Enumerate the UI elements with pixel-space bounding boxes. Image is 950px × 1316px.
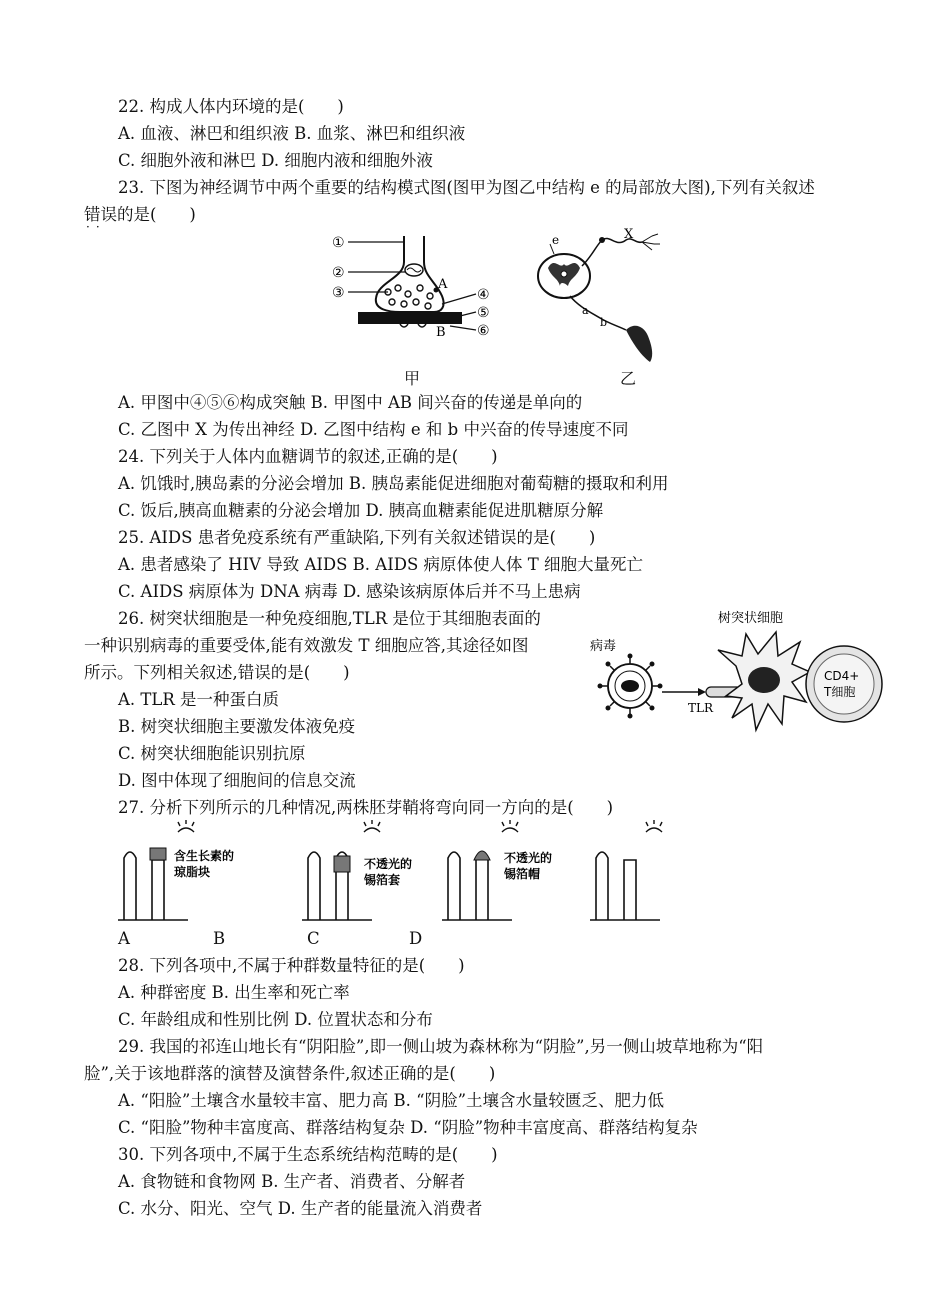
- q26-option-c: C. 树突状细胞能识别抗原: [118, 744, 306, 763]
- q28-options-ab: A. 种群密度 B. 出生率和死亡率: [118, 983, 350, 1002]
- q22-stem: 22. 构成人体内环境的是( ): [118, 97, 344, 116]
- label-virus: 病毒: [590, 639, 617, 654]
- q29-stem-line1: 29. 我国的祁连山地长有“阴阳脸”,即一侧山坡为森林称为“阴脸”,另一侧山坡草地称为“阳: [118, 1037, 764, 1056]
- q25-stem: 25. AIDS 患者免疫系统有严重缺陷,下列有关叙述错误的是( ): [118, 528, 596, 547]
- label-foil-sleeve-2: 锡箔套: [364, 873, 401, 887]
- figure-dendritic-cell: [586, 606, 886, 746]
- q23-options-ab: A. 甲图中④⑤⑥构成突触 B. 甲图中 AB 间兴奋的传递是单向的: [118, 393, 583, 412]
- virus-icon: [598, 654, 663, 719]
- q26-option-d: D. 图中体现了细胞间的信息交流: [118, 771, 356, 790]
- q24-stem: 24. 下列关于人体内血糖调节的叙述,正确的是( ): [118, 447, 498, 466]
- q29-options-ab: A. “阳脸”土壤含水量较丰富、肥力高 B. “阴脸”土壤含水量较匮乏、肥力低: [118, 1091, 665, 1110]
- q23-stem-line2: 错误的是( ): [84, 205, 196, 224]
- q30-options-cd: C. 水分、阳光、空气 D. 生产者的能量流入消费者: [118, 1199, 483, 1218]
- label-tlr: TLR: [688, 701, 714, 715]
- label-foil-sleeve-1: 不透光的: [364, 857, 413, 871]
- figure-coleoptiles: [110, 818, 670, 926]
- q28-options-cd: C. 年龄组成和性别比例 D. 位置状态和分布: [118, 1010, 433, 1029]
- label-x: X: [624, 227, 634, 242]
- figure-reflex-arc: [530, 226, 670, 366]
- label-1: ①: [332, 235, 345, 251]
- q26-stem-line2: 一种识别病毒的重要受体,能有效激发 T 细胞应答,其途径如图: [84, 636, 529, 655]
- caption-jia: 甲: [404, 369, 421, 388]
- q23-options-cd: C. 乙图中 X 为传出神经 D. 乙图中结构 e 和 b 中兴奋的传导速度不同: [118, 420, 629, 439]
- q30-stem: 30. 下列各项中,不属于生态系统结构范畴的是( ): [118, 1145, 498, 1164]
- label-4: ④: [477, 287, 490, 303]
- q29-options-cd: C. “阳脸”物种丰富度高、群落结构复杂 D. “阴脸”物种丰富度高、群落结构复杂: [118, 1118, 698, 1137]
- q29-stem-line2: 脸”,关于该地群落的演替及演替条件,叙述正确的是( ): [84, 1064, 496, 1083]
- label-t-cell: T细胞: [824, 685, 856, 699]
- label-b-nerve: b: [600, 316, 608, 329]
- label-cd4: CD4+: [824, 669, 860, 683]
- caption-yi: 乙: [620, 369, 637, 388]
- q26-option-b: B. 树突状细胞主要激发体液免疫: [118, 717, 356, 736]
- label-a: A: [438, 277, 448, 292]
- q22-options-ab: A. 血液、淋巴和组织液 B. 血浆、淋巴和组织液: [118, 124, 466, 143]
- q23-stem-line1: 23. 下图为神经调节中两个重要的结构模式图(图甲为图乙中结构 e 的局部放大图),下列有关叙述: [118, 178, 815, 197]
- label-e: e: [552, 233, 560, 247]
- q30-options-ab: A. 食物链和食物网 B. 生产者、消费者、分解者: [118, 1172, 466, 1191]
- q22-options-cd: C. 细胞外液和淋巴 D. 细胞内液和细胞外液: [118, 151, 433, 170]
- label-dendritic-cell: 树突状细胞: [718, 611, 784, 626]
- label-foil-cap-1: 不透光的: [504, 851, 553, 865]
- q25-options-ab: A. 患者感染了 HIV 导致 AIDS B. AIDS 病原体使人体 T 细胞大量死亡: [118, 555, 643, 574]
- label-foil-cap-2: 锡箔帽: [504, 867, 541, 881]
- q26-stem-line1: 26. 树突状细胞是一种免疫细胞,TLR 是位于其细胞表面的: [118, 609, 541, 628]
- q26-option-a: A. TLR 是一种蛋白质: [118, 690, 280, 709]
- letter-d: D: [409, 929, 423, 948]
- label-5: ⑤: [477, 305, 490, 321]
- label-b: B: [436, 325, 446, 340]
- emphasis-dots: ··: [86, 220, 106, 234]
- label-2: ②: [332, 265, 345, 281]
- q24-options-ab: A. 饥饿时,胰岛素的分泌会增加 B. 胰岛素能促进细胞对葡萄糖的摄取和利用: [118, 474, 669, 493]
- label-a-nerve: a: [582, 304, 589, 317]
- figure-synapse: [330, 232, 500, 344]
- q26-stem-line3: 所示。下列相关叙述,错误的是( ): [84, 663, 350, 682]
- q25-options-cd: C. AIDS 病原体为 DNA 病毒 D. 感染该病原体后并不马上患病: [118, 582, 581, 601]
- label-agar-1: 含生长素的: [174, 849, 235, 863]
- label-agar-2: 琼脂块: [174, 865, 211, 879]
- letter-c: C: [307, 929, 320, 948]
- label-6: ⑥: [477, 323, 490, 339]
- q24-options-cd: C. 饭后,胰高血糖素的分泌会增加 D. 胰高血糖素能促进肌糖原分解: [118, 501, 604, 520]
- q28-stem: 28. 下列各项中,不属于种群数量特征的是( ): [118, 956, 465, 975]
- letter-a: A: [118, 929, 130, 948]
- letter-b: B: [213, 929, 226, 948]
- q27-stem: 27. 分析下列所示的几种情况,两株胚芽鞘将弯向同一方向的是( ): [118, 798, 614, 817]
- label-3: ③: [332, 285, 345, 301]
